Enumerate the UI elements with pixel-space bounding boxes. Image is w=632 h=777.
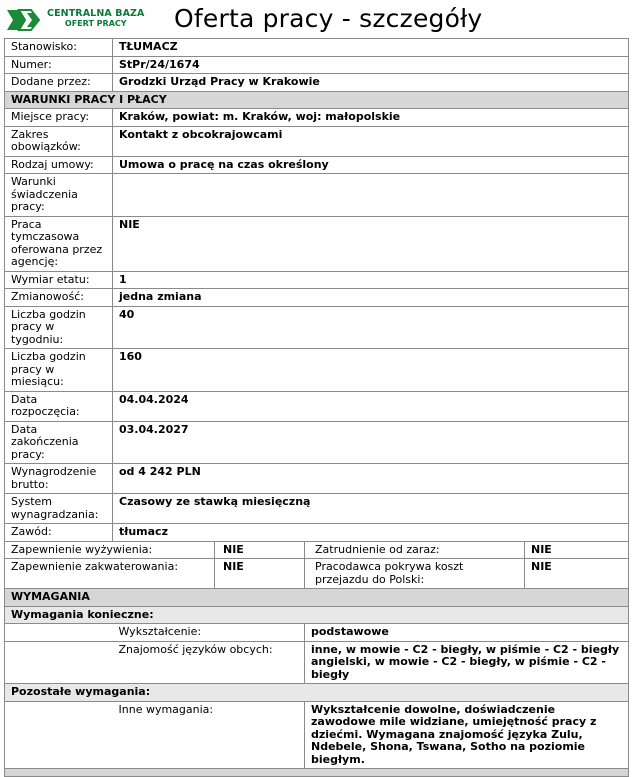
field-label: Zmianowość: <box>5 289 113 307</box>
logo-line2: OFERT PRACY <box>64 19 127 28</box>
field-value: 160 <box>113 349 629 392</box>
field-value: jedna zmiana <box>113 289 629 307</box>
field-label: Data zakończenia pracy: <box>5 421 113 464</box>
row-condition <box>5 421 629 464</box>
field-value: 04.04.2024 <box>113 391 629 421</box>
section-title: WYMAGANIA <box>5 589 629 607</box>
row-condition <box>5 306 629 349</box>
row-condition <box>5 174 629 217</box>
row-extras <box>5 559 629 589</box>
logo-text <box>47 9 144 29</box>
field-label: Zatrudnienie od zaraz: <box>305 541 525 559</box>
row-condition <box>5 216 629 271</box>
logo-line1: CENTRALNA BAZA <box>47 8 145 19</box>
page-title: Oferta pracy - szczegóły <box>174 4 483 33</box>
row-condition <box>5 464 629 494</box>
field-label: Pracodawca pokrywa koszt przejazdu do Polski: <box>305 559 525 589</box>
section-requirements-header <box>5 589 629 607</box>
field-value: 03.04.2027 <box>113 421 629 464</box>
field-label: Miejsce pracy: <box>5 109 113 127</box>
field-value: NIE <box>525 559 629 589</box>
field-value: NIE <box>215 541 305 559</box>
field-label: Rodzaj umowy: <box>5 156 113 174</box>
field-label: Znajomość języków obcych: <box>113 641 305 684</box>
field-value: inne, w mowie - C2 - biegły, w piśmie - C2 - biegły angielski, w mowie - C2 - biegły, w piśmie - C2 - biegły <box>305 641 629 684</box>
row-condition <box>5 156 629 174</box>
field-label: Wynagrodzenie brutto: <box>5 464 113 494</box>
field-value: NIE <box>525 541 629 559</box>
field-label: System wynagradzania: <box>5 494 113 524</box>
table-tail <box>5 769 629 777</box>
field-label: Zapewnienie wyżywienia: <box>5 541 215 559</box>
field-label: Data rozpoczęcia: <box>5 391 113 421</box>
field-value <box>113 174 629 217</box>
field-value: 1 <box>113 271 629 289</box>
row-numer <box>5 56 629 74</box>
cbop-logo <box>5 6 155 34</box>
field-value: Grodzki Urząd Pracy w Krakowie <box>113 74 629 92</box>
field-value: NIE <box>215 559 305 589</box>
field-label: Stanowisko: <box>5 39 113 57</box>
row-condition <box>5 271 629 289</box>
row-condition <box>5 494 629 524</box>
field-label: Wykształcenie: <box>113 624 305 642</box>
field-value: od 4 242 PLN <box>113 464 629 494</box>
field-label: Inne wymagania: <box>113 701 305 769</box>
row-requirement <box>5 624 629 642</box>
page-header <box>0 0 632 38</box>
row-dodane-przez <box>5 74 629 92</box>
section-conditions-header <box>5 91 629 109</box>
field-label: Warunki świadczenia pracy: <box>5 174 113 217</box>
field-label: Wymiar etatu: <box>5 271 113 289</box>
row-extras <box>5 541 629 559</box>
subsection-title: Wymagania konieczne: <box>5 606 629 624</box>
subsection-title: Pozostałe wymagania: <box>5 684 629 702</box>
field-label: Dodane przez: <box>5 74 113 92</box>
field-value: Kraków, powiat: m. Kraków, woj: małopolskie <box>113 109 629 127</box>
field-label: Numer: <box>5 56 113 74</box>
row-condition <box>5 289 629 307</box>
offer-details-table <box>4 38 629 777</box>
field-label: Zakres obowiązków: <box>5 126 113 156</box>
row-condition <box>5 391 629 421</box>
field-value: NIE <box>113 216 629 271</box>
field-value: 40 <box>113 306 629 349</box>
row-condition <box>5 524 629 542</box>
field-value: Kontakt z obcokrajowcami <box>113 126 629 156</box>
row-other-requirement <box>5 701 629 769</box>
field-value: StPr/24/1674 <box>113 56 629 74</box>
row-condition <box>5 349 629 392</box>
field-label: Zapewnienie zakwaterowania: <box>5 559 215 589</box>
field-label: Liczba godzin pracy w tygodniu: <box>5 306 113 349</box>
logo-arrows-icon <box>5 6 45 34</box>
field-value: Wykształcenie dowolne, doświadczenie zawodowe mile widziane, umiejętność pracy z dziećmi. Wymagana znajomość języka Zulu, Ndebele, Shona, Tswana, Sotho na poziomie biegłym. <box>305 701 629 769</box>
row-requirement <box>5 641 629 684</box>
field-value: Umowa o pracę na czas określony <box>113 156 629 174</box>
field-value: tłumacz <box>113 524 629 542</box>
row-stanowisko <box>5 39 629 57</box>
field-label: Liczba godzin pracy w miesiącu: <box>5 349 113 392</box>
field-value: Czasowy ze stawką miesięczną <box>113 494 629 524</box>
required-header <box>5 606 629 624</box>
other-header <box>5 684 629 702</box>
row-condition <box>5 109 629 127</box>
field-value: podstawowe <box>305 624 629 642</box>
row-condition <box>5 126 629 156</box>
section-title: WARUNKI PRACY I PŁACY <box>5 91 629 109</box>
field-value: TŁUMACZ <box>113 39 629 57</box>
field-label: Praca tymczasowa oferowana przez agencję: <box>5 216 113 271</box>
field-label: Zawód: <box>5 524 113 542</box>
